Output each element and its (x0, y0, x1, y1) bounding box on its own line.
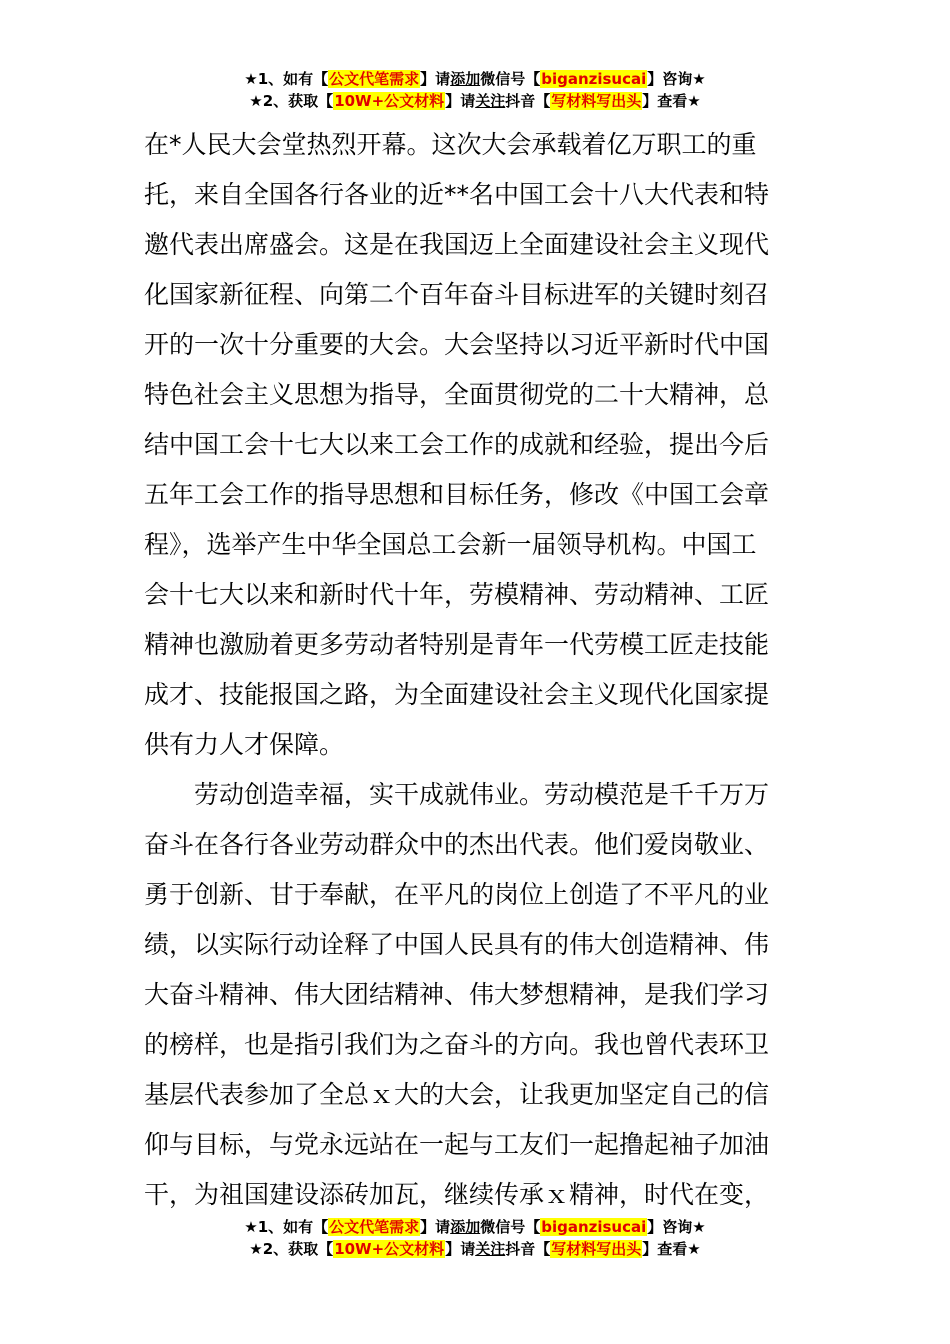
highlight-materials: 10W+公文材料 (334, 1240, 445, 1258)
body-line: 邀代表出席盛会。这是在我国迈上全面建设社会主义现代 (144, 230, 770, 259)
body-line: 的榜样，也是指引我们为之奋斗的方向。我也曾代表环卫 (144, 1030, 770, 1059)
promo-line-1: ★1、如有【公文代笔需求】请添加微信号【biganzisucai】咨询★ (244, 1218, 706, 1236)
body-line: 成才、技能报国之路，为全面建设社会主义现代化国家提 (144, 680, 770, 709)
body-line: 程》，选举产生中华全国总工会新一届领导机构。中国工 (144, 530, 757, 559)
highlight-materials: 10W+公文材料 (334, 92, 445, 110)
promo-banner-bottom (0, 1216, 950, 1260)
highlight-douyin: 写材料写出头 (551, 92, 642, 110)
promo-banner-top (0, 68, 950, 112)
body-line: 特色社会主义思想为指导，全面贯彻党的二十大精神，总 (144, 380, 770, 409)
body-line: 仰与目标，与党永远站在一起与工友们一起撸起袖子加油 (144, 1130, 770, 1159)
body-line: 托，来自全国各行各业的近**名中国工会十八大代表和特 (144, 180, 770, 209)
body-line: 在*人民大会堂热烈开幕。这次大会承载着亿万职工的重 (144, 130, 757, 159)
body-line: 开的一次十分重要的大会。大会坚持以习近平新时代中国 (144, 330, 770, 359)
document-body (144, 120, 808, 1220)
body-line: 化国家新征程、向第二个百年奋斗目标进军的关键时刻召 (144, 280, 770, 309)
body-line: 绩，以实际行动诠释了中国人民具有的伟大创造精神、伟 (144, 930, 770, 959)
body-line: 结中国工会十七大以来工会工作的成就和经验，提出今后 (144, 430, 770, 459)
promo-line-2: ★2、获取【10W+公文材料】请关注抖音【写材料写出头】查看★ (249, 92, 701, 110)
body-line: 精神也激励着更多劳动者特别是青年一代劳模工匠走技能 (144, 630, 770, 659)
highlight-service: 公文代笔需求 (329, 1218, 420, 1236)
paragraph-start-line: 劳动创造幸福，实干成就伟业。劳动模范是千千万万 (194, 780, 770, 809)
body-line: 奋斗在各行各业劳动群众中的杰出代表。他们爱岗敬业、 (144, 830, 770, 859)
highlight-douyin: 写材料写出头 (551, 1240, 642, 1258)
body-line: 会十七大以来和新时代十年，劳模精神、劳动精神、工匠 (144, 580, 770, 609)
body-line: 大奋斗精神、伟大团结精神、伟大梦想精神，是我们学习 (144, 980, 770, 1009)
body-line: 供有力人才保障。 (144, 730, 345, 759)
promo-line-1: ★1、如有【公文代笔需求】请添加微信号【biganzisucai】咨询★ (244, 70, 706, 88)
body-line: 五年工会工作的指导思想和目标任务，修改《中国工会章 (144, 480, 770, 509)
highlight-wechat-id: biganzisucai (541, 70, 647, 88)
highlight-wechat-id: biganzisucai (541, 1218, 647, 1236)
body-line: 勇于创新、甘于奉献，在平凡的岗位上创造了不平凡的业 (144, 880, 770, 909)
promo-line-2: ★2、获取【10W+公文材料】请关注抖音【写材料写出头】查看★ (249, 1240, 701, 1258)
highlight-service: 公文代笔需求 (329, 70, 420, 88)
body-line: 基层代表参加了全总ｘ大的大会，让我更加坚定自己的信 (144, 1080, 770, 1109)
body-line: 干，为祖国建设添砖加瓦，继续传承ｘ精神，时代在变， (144, 1180, 770, 1209)
